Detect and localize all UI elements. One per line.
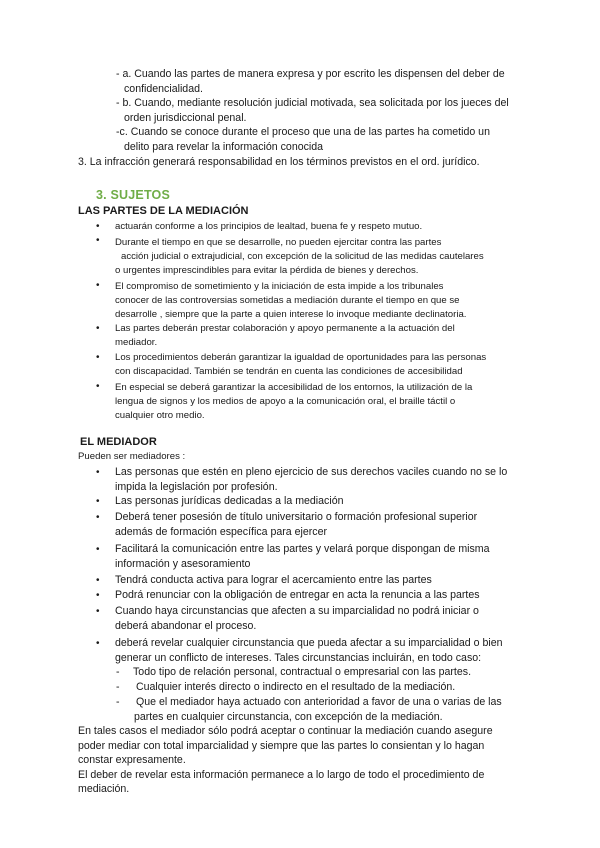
mediador-d3-l2: partes en cualquier circunstancia, con excepción de la mediación. (134, 711, 443, 723)
bullet-icon: • (96, 280, 100, 291)
closing-l1: En tales casos el mediador sólo podrá aceptar o continuar la mediación cuando asegure (78, 725, 493, 737)
closing-l5: mediación. (78, 783, 130, 795)
item-c-line1: -c. Cuando se conoce durante el proceso que una de las partes ha cometido un (116, 126, 490, 138)
partes-b2-l3: o urgentes imprescindibles para evitar la pérdida de bienes y derechos. (115, 265, 419, 276)
bullet-icon: • (96, 606, 100, 617)
item-c-line2: delito para revelar la información conocida (124, 141, 324, 153)
mediador-d3-l1: Que el mediador haya actuado con anterioridad a favor de una o varias de las (136, 696, 502, 708)
partes-b4-l2: mediador. (115, 337, 158, 348)
partes-b6-l3: cualquier otro medio. (115, 410, 205, 421)
partes-b2-l2: acción judicial o extrajudicial, con excepción de la solicitud de las medidas cautelares (121, 251, 484, 262)
closing-l2: poder mediar con total imparcialidad y siempre que las partes lo consientan y lo hagan (78, 740, 485, 752)
bullet-icon: • (96, 512, 100, 523)
mediador-d2-l1: Cualquier interés directo o indirecto en el resultado de la mediación. (136, 681, 456, 693)
closing-l3: constar expresamente. (78, 754, 186, 766)
partes-b6-l1: En especial se deberá garantizar la accesibilidad de los entornos, la utilización de la (115, 382, 473, 393)
bullet-icon: • (96, 352, 100, 363)
bullet-icon: • (96, 467, 100, 478)
heading-el-mediador: EL MEDIADOR (80, 436, 157, 448)
dash-icon: - (116, 681, 120, 693)
partes-b5-l2: con discapacidad. También se tendrán en cuenta las condiciones de accesibilidad (115, 366, 463, 377)
heading-partes-mediacion: LAS PARTES DE LA MEDIACIÓN (78, 205, 249, 217)
item-a-line2: confidencialidad. (124, 83, 203, 95)
bullet-icon: • (96, 575, 100, 586)
mediador-b7-l1: Cuando haya circunstancias que afecten a su imparcialidad no podrá iniciar o (115, 605, 479, 617)
partes-b4-l1: Las partes deberán prestar colaboración y apoyo permanente a la actuación del (115, 323, 455, 334)
item-b-line2: orden jurisdiccional penal. (124, 112, 247, 124)
partes-b6-l2: lengua de signos y los medios de apoyo a la comunicación oral, el braille táctil o (115, 396, 456, 407)
point-3: 3. La infracción generará responsabilidad en los términos previstos en el ord. jurídico. (78, 156, 480, 168)
dash-icon: - (116, 696, 120, 708)
bullet-icon: • (96, 381, 100, 392)
dash-icon: - (116, 666, 120, 678)
bullet-icon: • (96, 235, 100, 246)
mediador-b8-l2: generar un conflicto de intereses. Tales circunstancias incluirán, en todo caso: (115, 652, 482, 664)
partes-b1-l1: actuarán conforme a los principios de lealtad, buena fe y respeto mutuo. (115, 221, 423, 232)
mediador-b8-l1: deberá revelar cualquier circunstancia que pueda afectar a su imparcialidad o bien (115, 637, 503, 649)
mediador-b6-l1: Podrá renunciar con la obligación de entregar en acta la renuncia a las partes (115, 589, 480, 601)
bullet-icon: • (96, 590, 100, 601)
bullet-icon: • (96, 221, 100, 232)
mediador-b1-l2: impida la legislación por profesión. (115, 481, 278, 493)
mediador-b1-l1: Las personas que estén en pleno ejercicio de sus derechos vaciles cuando no se lo (115, 466, 508, 478)
closing-l4: El deber de revelar esta información permanece a lo largo de todo el procedimiento de (78, 769, 485, 781)
bullet-icon: • (96, 323, 100, 334)
item-b-line1: - b. Cuando, mediante resolución judicial motivada, sea solicitada por los jueces del (116, 97, 509, 109)
mediador-b4-l1: Facilitará la comunicación entre las partes y velará porque dispongan de misma (115, 543, 490, 555)
mediador-b3-l2: además de formación específica para ejercer (115, 526, 327, 538)
mediador-b2-l1: Las personas jurídicas dedicadas a la mediación (115, 495, 344, 507)
partes-b3-l3: desarrolle , siempre que la parte a quien interese lo invoque mediante declinatoria. (115, 309, 467, 320)
partes-b2-l1: Durante el tiempo en que se desarrolle, no pueden ejercitar contra las partes (115, 237, 442, 248)
mediador-b4-l2: información y asesoramiento (115, 558, 251, 570)
bullet-icon: • (96, 496, 100, 507)
mediador-b7-l2: deberá abandonar el proceso. (115, 620, 257, 632)
partes-b3-l1: El compromiso de sometimiento y la iniciación de esta impide a los tribunales (115, 281, 444, 292)
section-heading-sujetos: 3. SUJETOS (96, 188, 171, 202)
bullet-icon: • (96, 544, 100, 555)
mediador-b5-l1: Tendrá conducta activa para lograr el acercamiento entre las partes (115, 574, 432, 586)
item-a-line1: - a. Cuando las partes de manera expresa y por escrito les dispensen del deber de (116, 68, 505, 80)
mediador-d1-l1: Todo tipo de relación personal, contractual o empresarial con las partes. (133, 666, 472, 678)
partes-b5-l1: Los procedimientos deberán garantizar la igualdad de oportunidades para las personas (115, 352, 487, 363)
mediador-b3-l1: Deberá tener posesión de título universitario o formación profesional superior (115, 511, 478, 523)
mediador-intro: Pueden ser mediadores : (78, 451, 186, 462)
partes-b3-l2: conocer de las controversias sometidas a mediación durante el tiempo en que se (115, 295, 460, 306)
bullet-icon: • (96, 638, 100, 649)
